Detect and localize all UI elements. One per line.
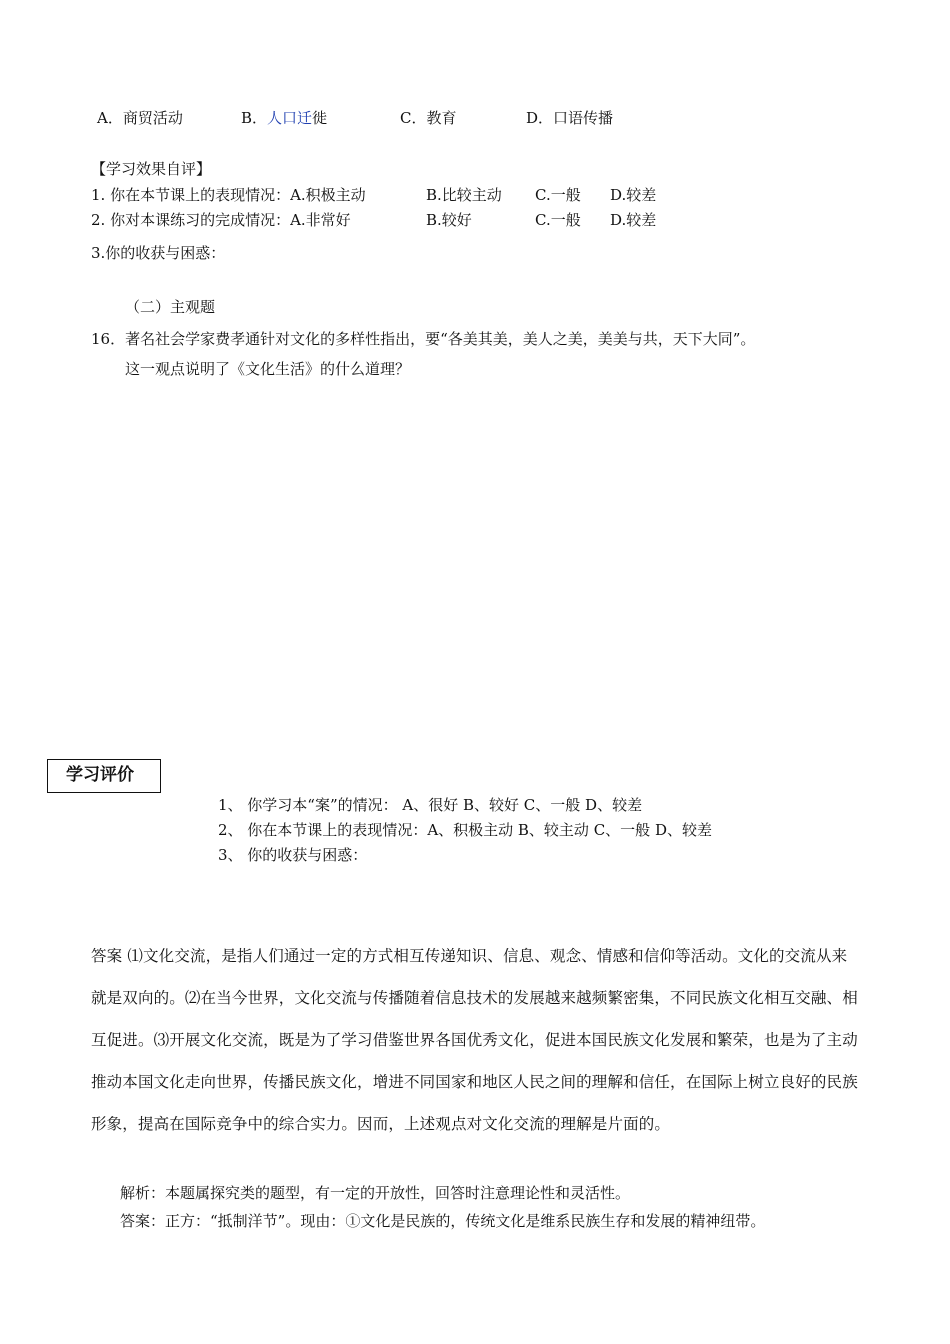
self-eval-q2: 2. 你对本课练习的完成情况：A.非常好 — [91, 211, 351, 229]
self-eval-q2-c: C.一般 — [535, 211, 581, 229]
self-eval-q2-d: D.较差 — [610, 211, 657, 229]
option-b-prefix: B． — [241, 109, 268, 127]
option-b — [241, 111, 327, 126]
option-a: A．商贸活动 — [97, 109, 183, 127]
self-eval-heading: 【学习效果自评】 — [91, 160, 212, 178]
self-eval-q1-c: C.一般 — [535, 186, 581, 204]
self-eval-q1-b: B.比较主动 — [426, 186, 502, 204]
evaluation-item-1: 1、 你学习本“案”的情况： A、很好 B、较好 C、一般 D、较差 — [218, 796, 643, 814]
option-b-link[interactable]: 人口迁 — [267, 109, 313, 127]
self-eval-q1: 1. 你在本节课上的表现情况：A.积极主动 — [91, 186, 366, 204]
answer-paragraph: 答案 ⑴文化交流，是指人们通过一定的方式相互传递知识、信息、观念、情感和信仰等活动。文化的交流从来就是双向的。⑵在当今世界，文化交流与传播随着信息技术的发展越来越频繁密集，不同民族文化相互交融、相互促进。⑶开展文化交流，既是为了学习借鉴世界各国优秀文化，促进本国民族文化发展和繁荣，也是为了主动推动本国文化走向世界，传播民族文化，增进不同国家和地区人民之间的理解和信任，在国际上树立良好的民族形象，提高在国际竞争中的综合实力。因而，上述观点对文化交流的理解是片面的。 — [91, 947, 858, 1133]
subjective-heading: （二）主观题 — [125, 298, 216, 316]
analysis-text: 解析：本题属探究类的题型，有一定的开放性，回答时注意理论性和灵活性。 — [120, 1184, 631, 1202]
answer-text-2: 答案：正方：“抵制洋节”。现由：①文化是民族的，传统文化是维系民族生存和发展的精神纽带。 — [120, 1212, 766, 1230]
self-eval-q1-d: D.较差 — [610, 186, 657, 204]
option-b-suffix: 徙 — [312, 109, 328, 127]
evaluation-title: 学习评价 — [66, 765, 134, 785]
question-16-line2: 这一观点说明了《文化生活》的什么道理？ — [125, 360, 411, 378]
question-16-line1: 16．著名社会学家费孝通针对文化的多样性指出，要“各美其美，美人之美，美美与共，天下大同”。 — [91, 330, 756, 348]
evaluation-title-box — [47, 759, 161, 793]
self-eval-q2-b: B.较好 — [426, 211, 472, 229]
option-c: C．教育 — [400, 109, 457, 127]
option-d: D．口语传播 — [526, 109, 614, 127]
evaluation-item-3: 3、 你的收获与困惑： — [218, 846, 368, 864]
self-eval-q3: 3.你的收获与困惑： — [91, 244, 226, 262]
evaluation-item-2: 2、 你在本节课上的表现情况：A、积极主动 B、较主动 C、一般 D、较差 — [218, 821, 712, 839]
